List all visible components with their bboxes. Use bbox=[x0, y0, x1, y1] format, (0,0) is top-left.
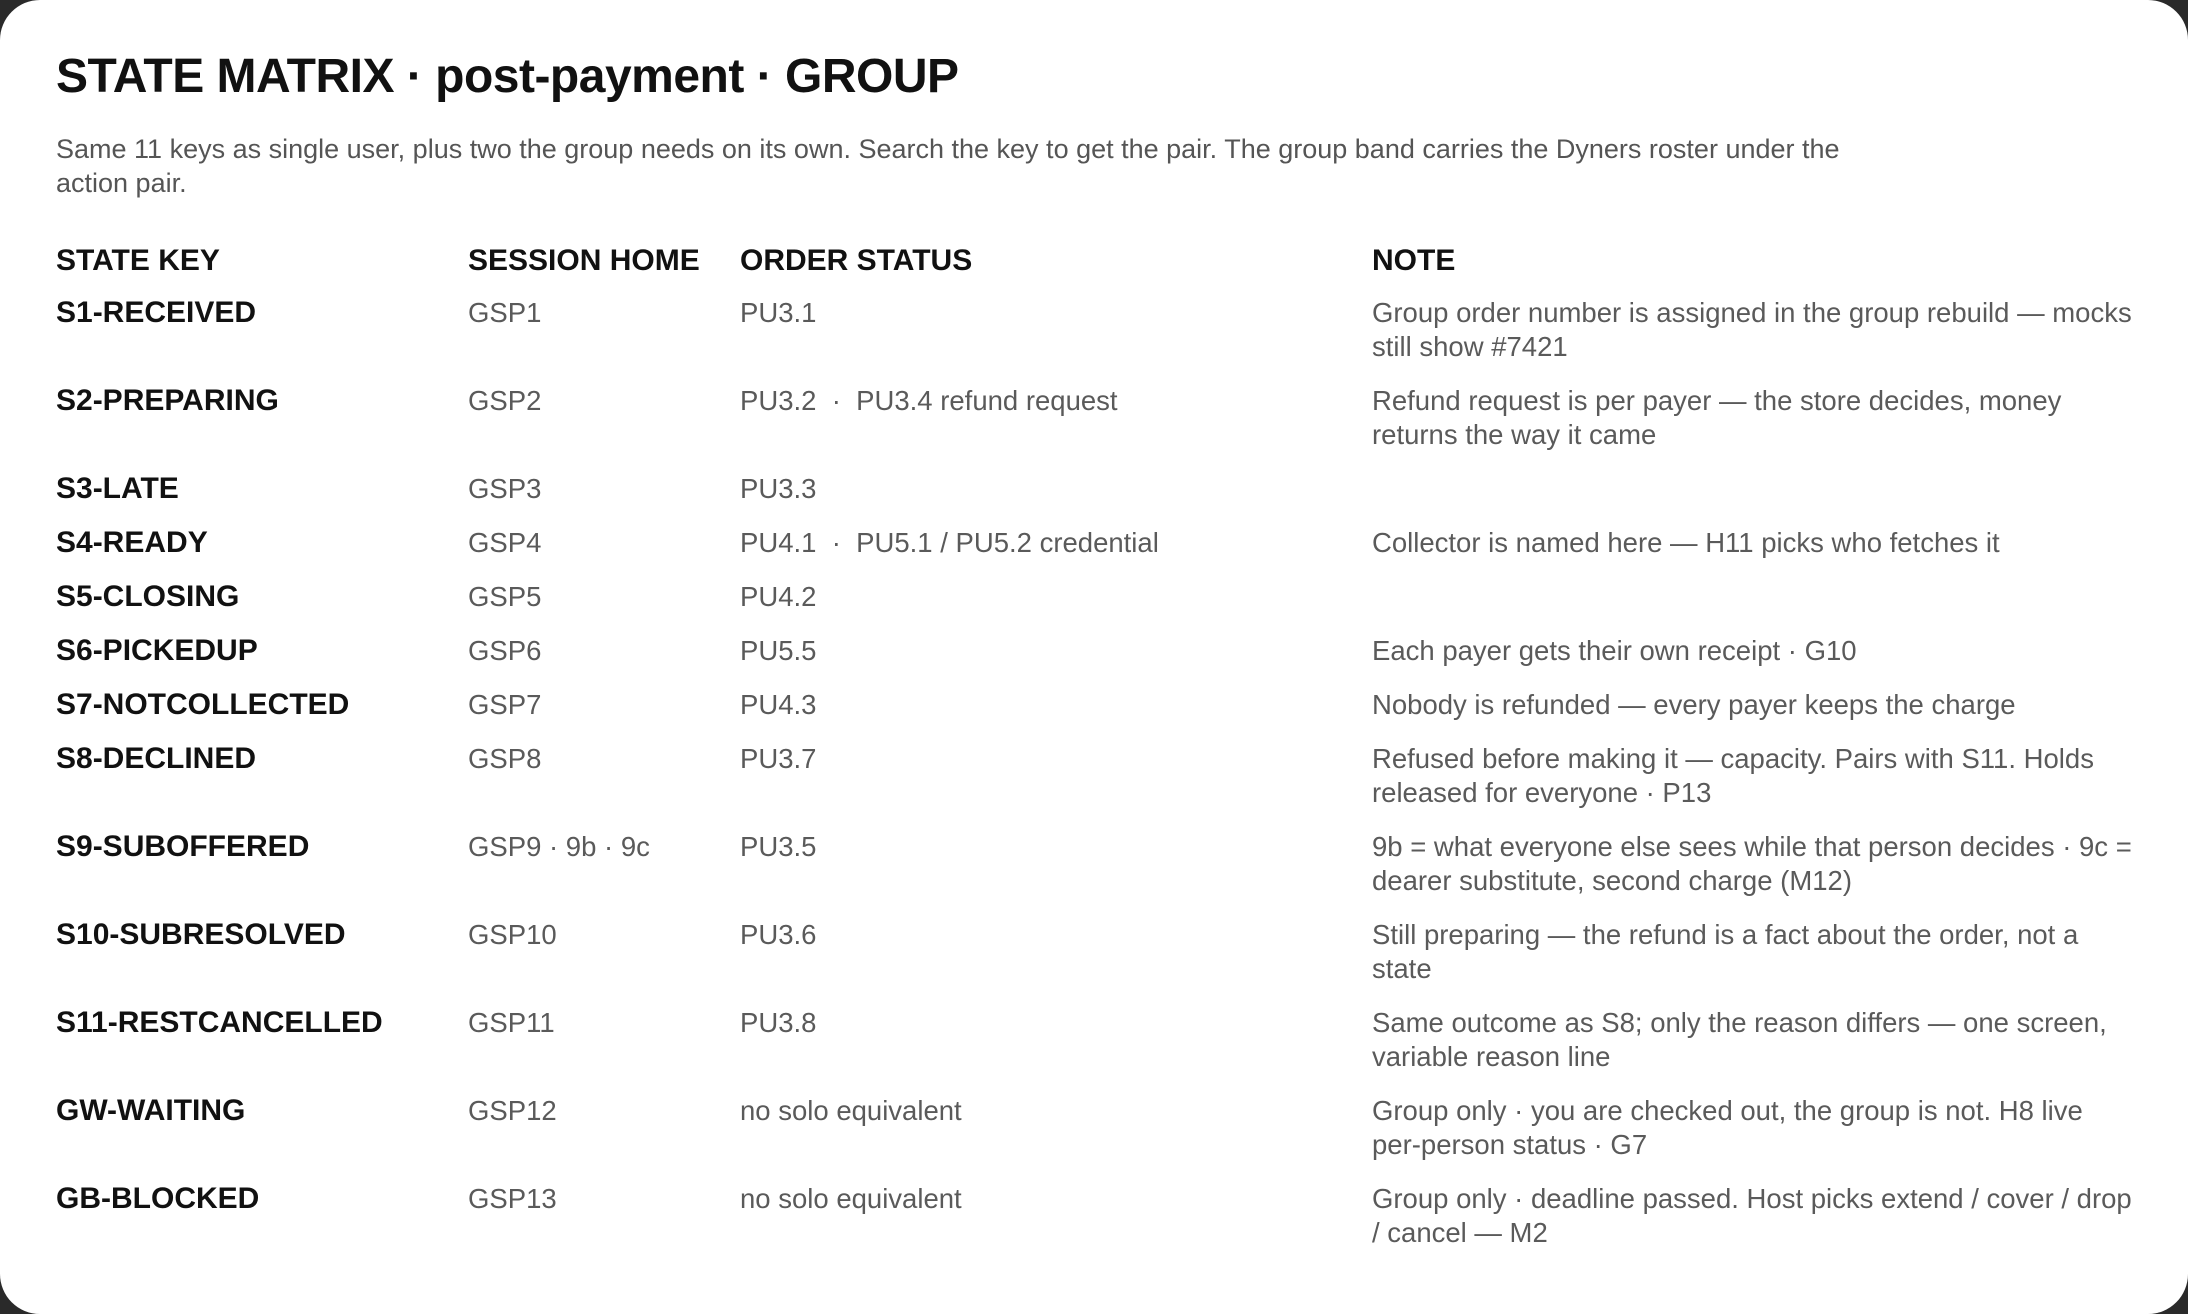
table-row bbox=[56, 580, 2136, 614]
table-row bbox=[56, 472, 2136, 506]
state-key-cell: S10-SUBRESOLVED bbox=[56, 918, 346, 951]
session-home-cell: GSP12 bbox=[468, 1095, 557, 1126]
table-row bbox=[56, 918, 2136, 986]
note-cell: Group only · you are checked out, the group is not. H8 live per-person status · G7 bbox=[1372, 1095, 2083, 1160]
state-key-cell: GW-WAITING bbox=[56, 1094, 246, 1127]
state-key-cell: S3-LATE bbox=[56, 472, 179, 505]
order-status-cell: no solo equivalent bbox=[740, 1183, 962, 1214]
order-status-cell: PU3.8 bbox=[740, 1007, 817, 1038]
note-cell: Same outcome as S8; only the reason differs — one screen, variable reason line bbox=[1372, 1007, 2107, 1072]
session-home-cell: GSP9 · 9b · 9c bbox=[468, 831, 650, 862]
order-status-cell: PU5.5 bbox=[740, 635, 817, 666]
order-status-cell: no solo equivalent bbox=[740, 1095, 962, 1126]
note-cell: Refund request is per payer — the store decides, money returns the way it came bbox=[1372, 385, 2062, 450]
session-home-cell: GSP13 bbox=[468, 1183, 557, 1214]
table-row bbox=[56, 296, 2136, 364]
session-home-cell: GSP11 bbox=[468, 1007, 555, 1038]
state-key-cell: S4-READY bbox=[56, 526, 208, 559]
note-cell: Collector is named here — H11 picks who fetches it bbox=[1372, 527, 2000, 558]
table-row bbox=[56, 634, 2136, 668]
session-home-cell: GSP3 bbox=[468, 473, 542, 504]
order-status-cell: PU4.2 bbox=[740, 581, 817, 612]
order-status-cell: PU4.3 bbox=[740, 689, 817, 720]
column-header-session-home: SESSION HOME bbox=[468, 244, 700, 277]
state-key-cell: S2-PREPARING bbox=[56, 384, 279, 417]
table-row bbox=[56, 526, 2136, 560]
page-subtitle: Same 11 keys as single user, plus two the group needs on its own. Search the key to get the pair. The group band carries the Dyners roster under the action pair. bbox=[56, 134, 1840, 198]
order-status-cell: PU4.1 · PU5.1 / PU5.2 credential bbox=[740, 527, 1159, 558]
note-cell: Group order number is assigned in the group rebuild — mocks still show #7421 bbox=[1372, 297, 2132, 362]
column-header-state-key: STATE KEY bbox=[56, 244, 220, 277]
table-row bbox=[56, 688, 2136, 722]
state-key-cell: S6-PICKEDUP bbox=[56, 634, 258, 667]
session-home-cell: GSP4 bbox=[468, 527, 542, 558]
session-home-cell: GSP10 bbox=[468, 919, 557, 950]
order-status-cell: PU3.1 bbox=[740, 297, 817, 328]
session-home-cell: GSP1 bbox=[468, 297, 542, 328]
table-row bbox=[56, 830, 2136, 898]
state-key-cell: S8-DECLINED bbox=[56, 742, 257, 775]
state-key-cell: S1-RECEIVED bbox=[56, 296, 257, 329]
order-status-cell: PU3.2 · PU3.4 refund request bbox=[740, 385, 1118, 416]
order-status-cell: PU3.3 bbox=[740, 473, 817, 504]
order-status-cell: PU3.5 bbox=[740, 831, 817, 862]
page-title: STATE MATRIX · post-payment · GROUP bbox=[56, 50, 959, 103]
note-cell: Group only · deadline passed. Host picks extend / cover / drop / cancel — M2 bbox=[1372, 1183, 2132, 1248]
session-home-cell: GSP2 bbox=[468, 385, 542, 416]
state-key-cell: GB-BLOCKED bbox=[56, 1182, 260, 1215]
note-cell: Still preparing — the refund is a fact about the order, not a state bbox=[1372, 919, 2079, 984]
state-key-cell: S11-RESTCANCELLED bbox=[56, 1006, 383, 1039]
session-home-cell: GSP7 bbox=[468, 689, 542, 720]
note-cell: Refused before making it — capacity. Pairs with S11. Holds released for everyone · P13 bbox=[1372, 743, 2094, 808]
state-matrix-table bbox=[56, 244, 2136, 1250]
table-row bbox=[56, 384, 2136, 452]
session-home-cell: GSP5 bbox=[468, 581, 542, 612]
state-key-cell: S9-SUBOFFERED bbox=[56, 830, 310, 863]
table-row bbox=[56, 1182, 2136, 1250]
column-header-note: NOTE bbox=[1372, 244, 1456, 277]
note-cell: Each payer gets their own receipt · G10 bbox=[1372, 635, 1857, 666]
order-status-cell: PU3.7 bbox=[740, 743, 817, 774]
note-cell: Nobody is refunded — every payer keeps the charge bbox=[1372, 689, 2016, 720]
session-home-cell: GSP6 bbox=[468, 635, 542, 666]
table-row bbox=[56, 1094, 2136, 1162]
state-key-cell: S7-NOTCOLLECTED bbox=[56, 688, 350, 721]
table-header-row bbox=[56, 244, 2136, 278]
note-cell: 9b = what everyone else sees while that person decides · 9c = dearer substitute, second charge (M12) bbox=[1372, 831, 2132, 896]
session-home-cell: GSP8 bbox=[468, 743, 542, 774]
state-key-cell: S5-CLOSING bbox=[56, 580, 240, 613]
column-header-order-status: ORDER STATUS bbox=[740, 244, 973, 277]
table-row bbox=[56, 742, 2136, 810]
order-status-cell: PU3.6 bbox=[740, 919, 817, 950]
table-row bbox=[56, 1006, 2136, 1074]
